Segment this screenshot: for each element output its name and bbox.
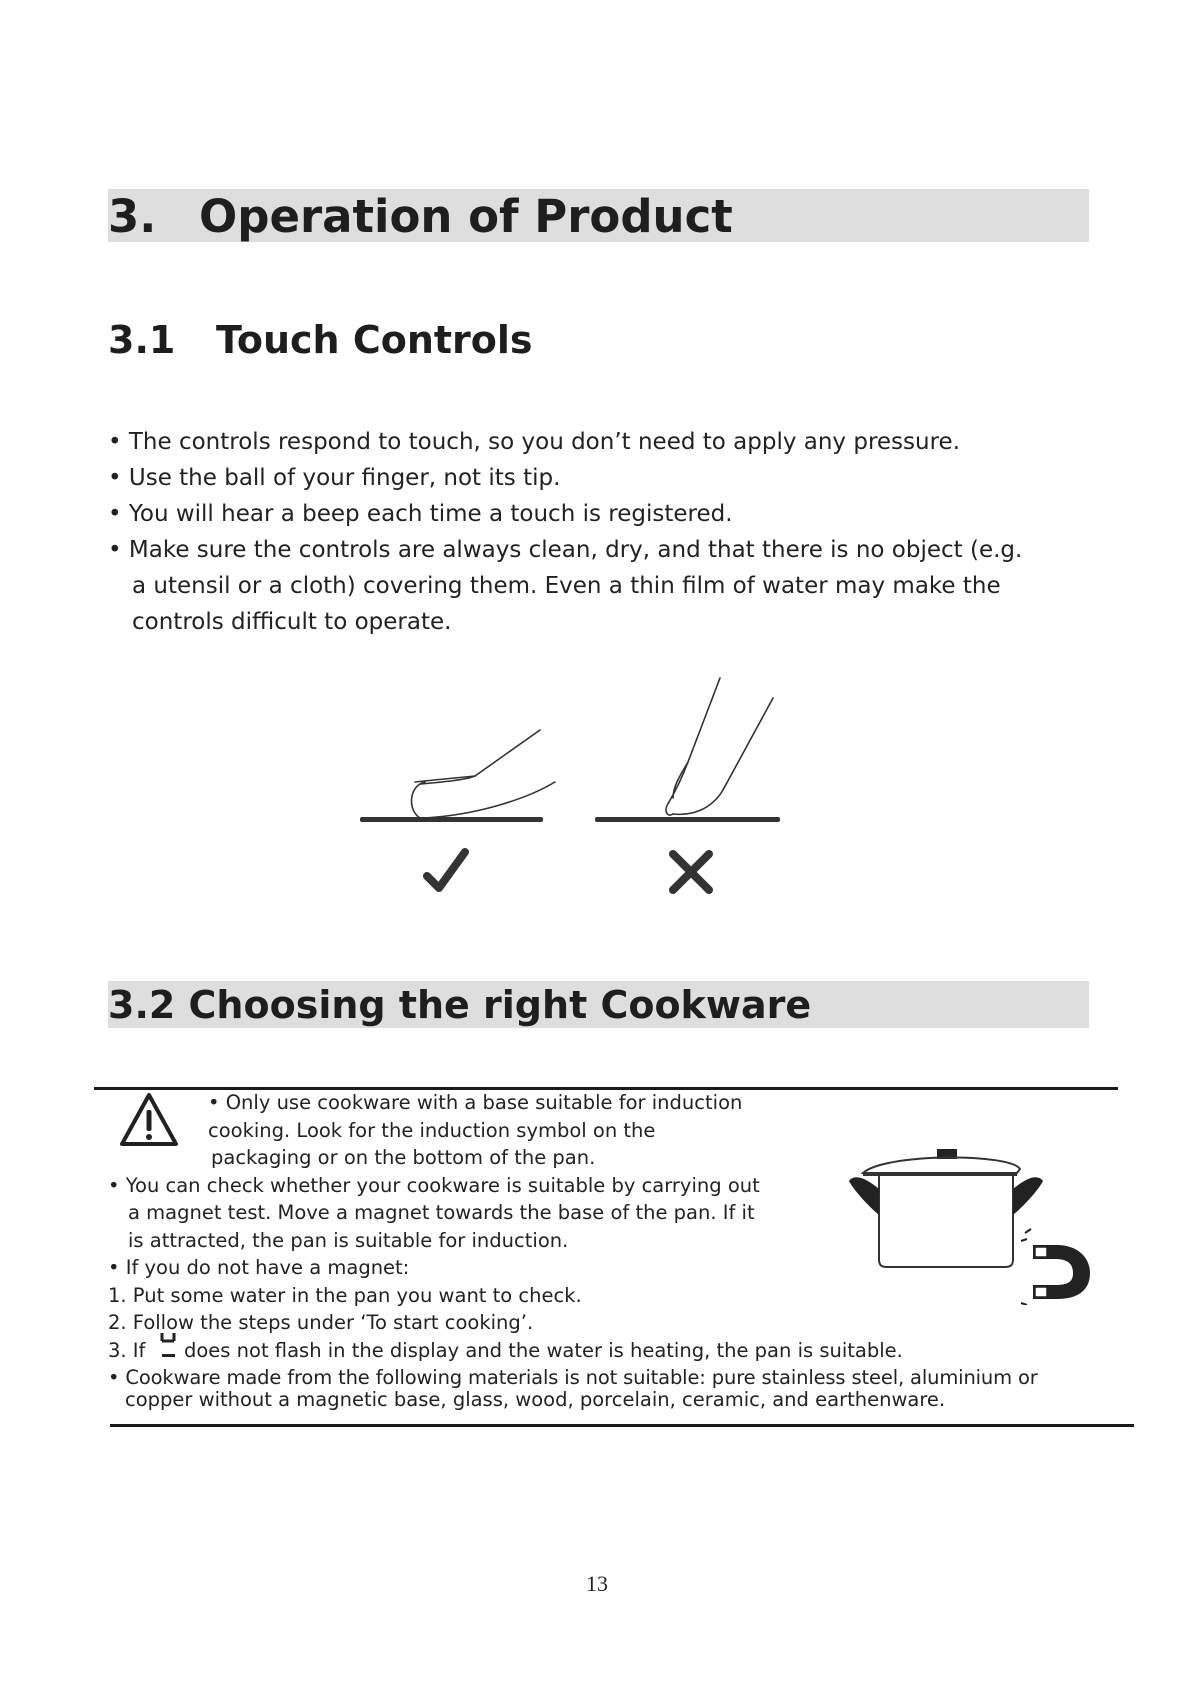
step-3-text: does not flash in the display and the water is heating, the pan is suitable.	[184, 1339, 903, 1362]
bullet-clean-controls: • Make sure the controls are always clean, dry, and that there is no object (e.g.	[108, 537, 1023, 563]
bullet-clean-controls-cont2: controls difficult to operate.	[132, 609, 452, 635]
bullet-finger-ball: • Use the ball of your finger, not its tip.	[108, 465, 561, 491]
box-bottom-rule	[110, 1424, 1134, 1427]
cooking-pot-icon	[849, 1149, 1043, 1267]
warning-line-2: cooking. Look for the induction symbol on the	[208, 1119, 656, 1142]
magnet-test-line-2: a magnet test. Move a magnet towards the base of the pan. If it	[128, 1201, 755, 1224]
cross-mark-icon	[673, 854, 709, 890]
subsection-number: 3.1	[108, 318, 176, 362]
finger-touch-figure	[355, 670, 795, 910]
warning-line-3: packaging or on the bottom of the pan.	[211, 1146, 596, 1169]
subsection-title: Touch Controls	[216, 318, 533, 362]
bullet-no-pressure: • The controls respond to touch, so you don’t need to apply any pressure.	[108, 429, 961, 455]
step-2: 2. Follow the steps under ‘To start cooking’.	[108, 1311, 534, 1334]
surface-line-left	[360, 817, 543, 822]
finger-flat-illustration	[412, 730, 556, 820]
section-number: 3.	[108, 190, 157, 243]
cookware-heading: 3.2 Choosing the right Cookware	[108, 983, 812, 1027]
magnet-test-line-1: • You can check whether your cookware is suitable by carrying out	[108, 1174, 760, 1197]
bullet-beep: • You will hear a beep each time a touch is registered.	[108, 501, 733, 527]
check-mark-icon	[427, 852, 465, 888]
materials-line-2: copper without a magnetic base, glass, wood, porcelain, ceramic, and earthenware.	[125, 1388, 946, 1411]
warning-triangle-icon	[118, 1091, 180, 1149]
magnet-test-line-3: is attracted, the pan is suitable for induction.	[128, 1229, 569, 1252]
step-1: 1. Put some water in the pan you want to check.	[108, 1284, 582, 1307]
no-magnet-line: • If you do not have a magnet:	[108, 1256, 410, 1279]
page-number: 13	[586, 1571, 608, 1596]
touch-controls-bullets	[108, 424, 1098, 640]
step-3-prefix: 3. If	[108, 1339, 146, 1362]
warning-line-1: • Only use cookware with a base suitable for induction	[208, 1091, 743, 1114]
bullet-clean-controls-cont1: a utensil or a cloth) covering them. Even a thin film of water may make the	[132, 573, 1001, 599]
horseshoe-magnet-icon	[1021, 1229, 1090, 1305]
materials-line-1: • Cookware made from the following materials is not suitable: pure stainless steel, aluminium or	[108, 1366, 1038, 1389]
surface-line-right	[595, 817, 780, 822]
fingertip-illustration	[666, 678, 773, 815]
pot-magnet-illustration	[845, 1145, 1090, 1305]
pan-symbol-icon	[158, 1330, 182, 1360]
section-title: Operation of Product	[199, 190, 733, 243]
